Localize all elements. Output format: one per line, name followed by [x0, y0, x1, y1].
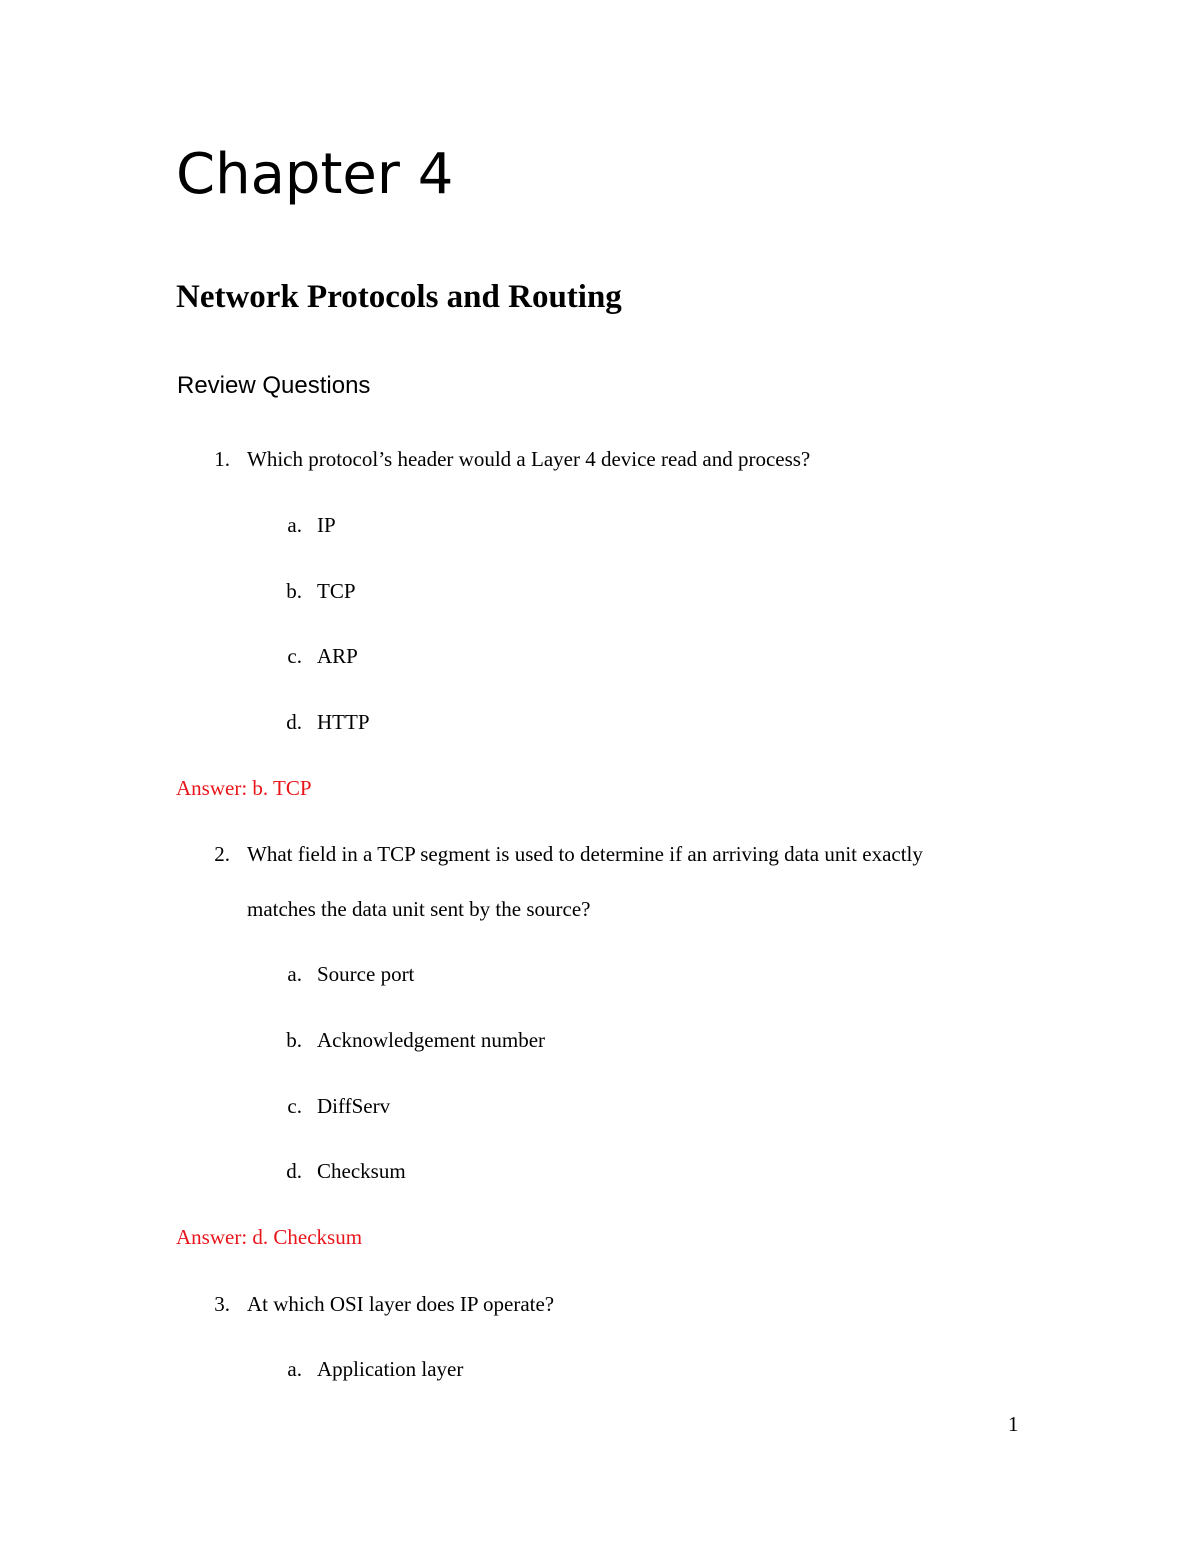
option-text: IP [317, 513, 336, 537]
question-number: 1. [214, 447, 230, 471]
option-text: Source port [317, 962, 415, 986]
option-letter: b. [286, 1028, 302, 1052]
question-number: 3. [214, 1292, 230, 1316]
question-number: 2. [214, 842, 230, 866]
option-letter: a. [287, 1357, 302, 1381]
question-text: At which OSI layer does IP operate? [247, 1292, 555, 1316]
answer-text: Answer: d. Checksum [176, 1225, 363, 1249]
option-text: ARP [317, 644, 358, 668]
option-text: Acknowledgement number [317, 1028, 546, 1052]
option-letter: a. [287, 962, 302, 986]
option-text: Checksum [317, 1159, 406, 1183]
option-text: TCP [317, 579, 356, 603]
option-text: Application layer [317, 1357, 464, 1381]
option-letter: b. [286, 579, 302, 603]
option-letter: c. [287, 1094, 302, 1118]
option-letter: d. [286, 1159, 302, 1183]
option-letter: d. [286, 710, 302, 734]
page-number: 1 [1008, 1412, 1019, 1436]
question-text-line-2: matches the data unit sent by the source? [247, 897, 591, 921]
answer-text: Answer: b. TCP [176, 776, 312, 800]
option-text: HTTP [317, 710, 370, 734]
review-questions-heading: Review Questions [177, 372, 371, 399]
section-title: Network Protocols and Routing [176, 279, 622, 315]
question-text-line-1: What field in a TCP segment is used to determine if an arriving data unit exactly [247, 842, 923, 866]
chapter-title: Chapter 4 [176, 142, 454, 207]
option-letter: a. [287, 513, 302, 537]
question-text: Which protocol’s header would a Layer 4 device read and process? [247, 447, 811, 471]
option-letter: c. [287, 644, 302, 668]
option-text: DiffServ [317, 1094, 391, 1118]
